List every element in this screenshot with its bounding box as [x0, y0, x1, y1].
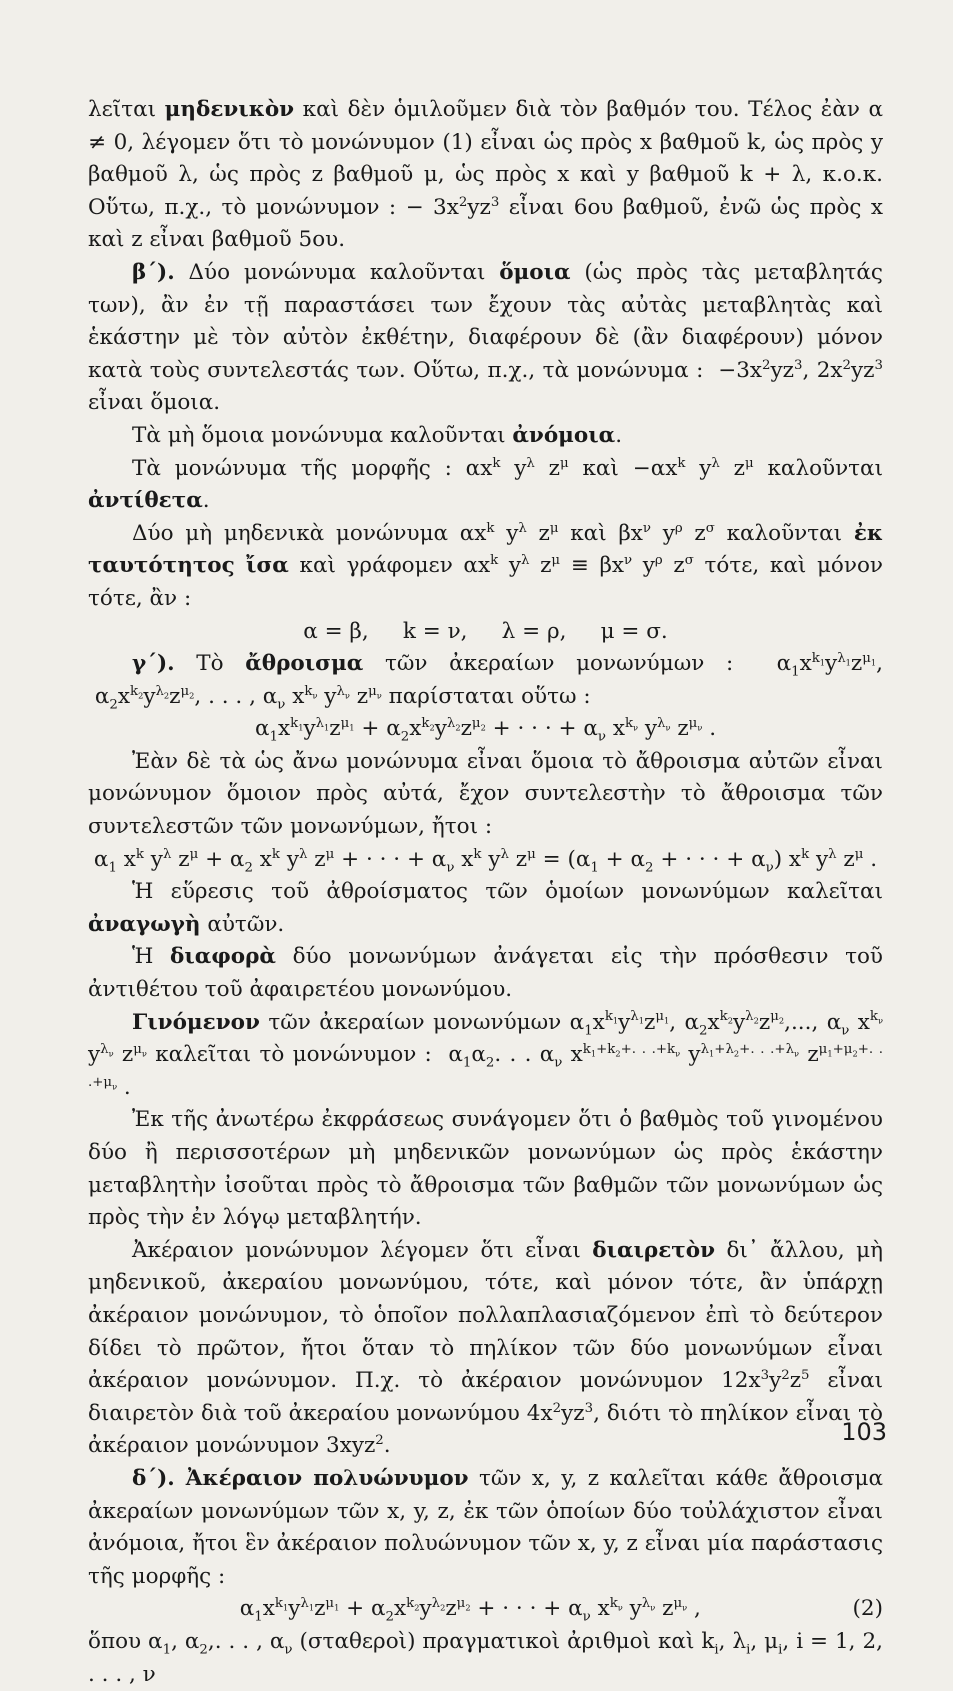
paragraph-identically-equal: Δύο μὴ μηδενικὰ μονώνυμα $\alpha x^k$ $y^\lambda$ $z^\mu$ καὶ $\beta x^\nu$ $y^\rho$ $z^\sigma$ καλοῦνται ἐκ ταυτότητος ἴσα καὶ γράφομεν $\alpha x^k$ $y^\lambda$ $z^\mu \equiv \beta x^\nu$ $y^\rho$ $z^\sigma$ τότε, καὶ μόνον τότε, ἂν : [88, 520, 883, 611]
equation-equality-conditions: α = β, k = ν, λ = ρ, μ = σ. [303, 618, 668, 644]
paragraph-divisibility: Ἀκέραιον μονώνυμον λέγομεν ὅτι εἶναι διαιρετὸν δι᾽ ἄλλου, μὴ μηδενικοῦ, ἀκεραίου μονωνύμου, τότε, καὶ μόνον τότε, ἂν ὑπάρχῃ ἀκέραιον μονώνυμον, τὸ ὁποῖον πολλαπλασιαζόμενον ἐπὶ τὸ δεύτερον δίδει τὸ πρῶτον, ἤτοι ὅταν τὸ πηλίκον τῶν δύο μονωνύμων εἶναι ἀκέραιον μονώνυμον. Π.χ. τὸ ἀκέραιον μονώνυμον $12x^3y^2z^5$ εἶναι διαιρετὸν διὰ τοῦ ἀκεραίου μονωνύμου $4x^2yz^3$, διότι τὸ πηλίκον εἶναι τὸ ἀκέραιον μονώνυμον 3xyz$^2$. [88, 1237, 884, 1459]
paragraph-similar-sum: Ἐὰν δὲ τὰ ὡς ἄνω μονώνυμα εἶναι ὅμοια τὸ ἄθροισμα αὐτῶν εἶναι μονώνυμον ὅμοιον πρὸς αὐτά, ἔχον συντελεστὴν τὸ ἄθροισμα τῶν συντελεστῶν τῶν μονωνύμων, ἤτοι : [88, 748, 883, 840]
paragraph-monomial-degree: λεῖται μηδενικὸν καὶ δὲν ὁμιλοῦμεν διὰ τὸν βαθμόν του. Τέλος ἐὰν α ≠ 0, λέγομεν ὅτι τὸ μονώνυμον (1) εἶναι ὡς πρὸς x βαθμοῦ k, ὡς πρὸς y βαθμοῦ λ, ὡς πρὸς z βαθμοῦ μ, ὡς πρὸς x καὶ y βαθμοῦ k + λ, κ.ο.κ. Οὕτω, π.χ., τὸ μονώνυμον : − $3x^2yz^3$ εἶναι 6ου βαθμοῦ, ἐνῶ ὡς πρὸς x καὶ z εἶναι βαθμοῦ 5ου. [88, 97, 884, 253]
equation-polynomial: $\alpha_1x^{k_1}y^{\lambda_1}z^{\mu_1} + \alpha_2x^{k_2}y^{\lambda_2}z^{\mu_2}$ + · · · + $\alpha_\nu$ $x^{k_\nu}$ $y^{\lambda_\nu}$ $z^{\mu_\nu}$ , (2) [239, 1596, 883, 1625]
paragraph-polynomial: δ΄). Ἀκέραιον πολυώνυμον τῶν x, y, z καλεῖται κάθε ἄθροισμα ἀκεραίων μονωνύμων τῶν x, y, z, ἐκ τῶν ὁποίων δύο τοὐλάχιστον εἶναι ἀνόμοια, ἤτοι ἓν ἀκέραιον πολυώνυμον τῶν x, y, z εἶναι μία παράστασις τῆς μορφῆς : [88, 1465, 883, 1589]
page-body [88, 94, 883, 1691]
page-number: 103 [841, 1418, 887, 1446]
paragraph-opposite: Τὰ μονώνυμα τῆς μορφῆς : $\alpha x^k$ $y^\lambda$ $z^\mu$ καὶ $-\alpha x^k$ $y^\lambda$ $z^\mu$ καλοῦνται ἀντίθετα. [88, 455, 883, 514]
paragraph-reduction: Ἡ εὕρεσις τοῦ ἀθροίσματος τῶν ὁμοίων μονωνύμων καλεῖται ἀναγωγὴ αὐτῶν. [88, 879, 883, 937]
paragraph-dissimilar: Τὰ μὴ ὅμοια μονώνυμα καλοῦνται ἀνόμοια. [132, 422, 623, 448]
paragraph-where: ὅπου $\alpha_1$, $\alpha_2$,. . . , $\alpha_\nu$ (σταθεροὶ) πραγματικοὶ ἀριθμοὶ καὶ $k_i$, $\lambda_i$, $\mu_i$, i = 1, 2, . . . , ν [88, 1628, 883, 1687]
paragraph-similar-monomials: β΄). Δύο μονώνυμα καλοῦνται ὅμοια (ὡς πρὸς τὰς μεταβλητάς των), ἂν ἐν τῇ παραστάσει των ἔχουν τὰς αὐτὰς μεταβλητὰς καὶ ἑκάστην μὲ τὸν αὐτὸν ἐκθέτην, διαφέρουν δὲ (ἂν διαφέρουν) μόνον κατὰ τοὺς συντελεστάς των. Οὕτω, π.χ., τὰ μονώνυμα : $-3x^2yz^3$, $2x^2yz^3$ εἶναι ὅμοια. [88, 259, 883, 416]
paragraph-difference: Ἡ διαφορὰ δύο μονωνύμων ἀνάγεται εἰς τὴν πρόσθεσιν τοῦ ἀντιθέτου τοῦ ἀφαιρετέου μονωνύμου. [88, 944, 883, 1003]
paragraph-sum: γ΄). Τὸ ἄθροισμα τῶν ἀκεραίων μονωνύμων : $\alpha_1x^{k_1}y^{\lambda_1}z^{\mu_1}$, $\alpha_2x^{k_2}y^{\lambda_2}z^{\mu_2}$, . . . , $\alpha_\nu$ $x^{k_\nu}$ $y^{\lambda_\nu}$ $z^{\mu_\nu}$ παρίσταται οὕτω : [88, 650, 883, 712]
paragraph-product-degree: Ἐκ τῆς ἀνωτέρω ἐκφράσεως συνάγομεν ὅτι ὁ βαθμὸς τοῦ γινομένου δύο ἢ περισσοτέρων μὴ μηδενικῶν μονωνύμων ὡς πρὸς ἑκάστην μεταβλητὴν ἰσοῦται πρὸς τὸ ἄθροισμα τῶν βαθμῶν τῶν μονωνύμων ὡς πρὸς τὴν ἐν λόγῳ μεταβλητήν. [88, 1107, 883, 1231]
equation-similar-sum: $\alpha_1$ $x^k$ $y^\lambda$ $z^\mu + \alpha_2$ $x^k$ $y^\lambda$ $z^\mu$ + · · · + $\alpha_\nu$ $x^k$ $y^\lambda$ $z^\mu = (\alpha_1 + \alpha_2$ + · · · + $\alpha_\nu$) $x^k$ $y^\lambda$ $z^\mu$ . [93, 846, 878, 875]
paragraph-product: Γινόμενον τῶν ἀκεραίων μονωνύμων $\alpha_1x^{k_1}y^{\lambda_1}z^{\mu_1}$, $\alpha_2x^{k_2}y^{\lambda_2}z^{\mu_2}$,..., $\alpha_\nu$ $x^{k_\nu}$ $y^{\lambda_\nu}$ $z^{\mu_\nu}$ καλεῖται τὸ μονώνυμον : $\alpha_1\alpha_2$. . . $\alpha_\nu$ $x^{k_1+k_2+. . .+k_\nu}$ $y^{\lambda_1+\lambda_2+. . .+\lambda_\nu}$ $z^{\mu_1+\mu_2+. . .+\mu_\nu}$ . [88, 1009, 884, 1100]
equation-sum: $\alpha_1x^{k_1}y^{\lambda_1}z^{\mu_1} + \alpha_2x^{k_2}y^{\lambda_2}z^{\mu_2}$ + · · · + $\alpha_\nu$ $x^{k_\nu}$ $y^{\lambda_\nu}$ $z^{\mu_\nu}$ . [254, 716, 717, 745]
